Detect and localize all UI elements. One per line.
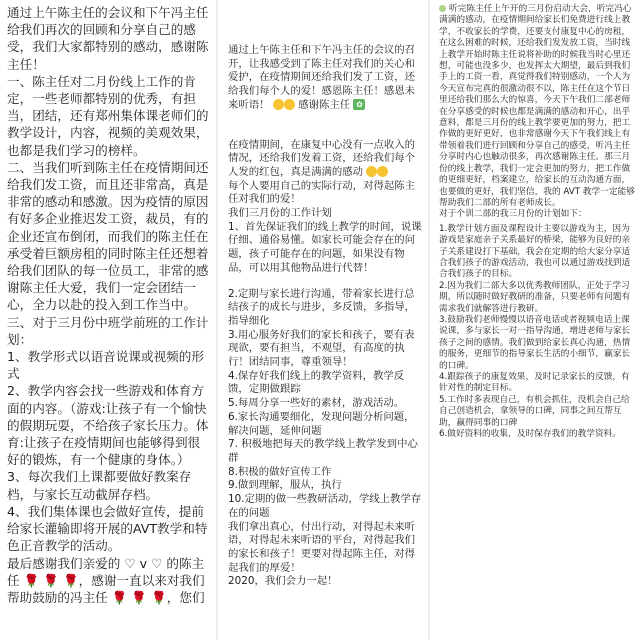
message-column-3 [430,0,640,640]
col3-paragraph: 5.工作时多表现自己，有机会抓住，没机会自己给自己创造机会，拿领导的口碑，同事之间互帮互助，赢得同事的口碑 [439,394,630,428]
smile-emoji-icon [377,166,388,177]
smile-emoji-icon [273,99,284,110]
col3-paragraph: 6.做好资料的收集，及时保存我们的教学资料。 [439,429,622,440]
col2-paragraph: 2.定期与家长进行沟通，带着家长进行总结孩子的成长与进步，多反馈，多指导，指导细化 [228,287,416,327]
message-column-1 [0,0,216,640]
col2-paragraph: 6.家长沟通要细化，发现问题分析问题，解决问题，延伸问题 [228,410,415,437]
col1-paragraph: 二、当我们听到陈主任在疫情期间还给我们发工资，而且还非常高，真是非常的感动和感激。因为疫情的原因有好多企业推迟发工资，裁员，有的企业还宣布倒闭，而我们的陈主任在承受着巨额房租的同时陈主任还想着给我们团队的每一位员工，非常的感谢陈主任大爱，我们一定会团结一心，全力以赴的投入到工作当中。 [7,159,209,313]
col2-paragraph: 3.用心服务好我们的家长和孩子，要有表现欲，要有担当，不观望，有高度的执行！团结同事，尊重领导！ [228,328,415,369]
col2-intro-text: 通过上午陈主任和下午冯主任的会议的召开，让我感受到了陈主任对我们的关心和爱护，在疫情期间还给我们发了工资，还给我们每个人的爱！感恩陈主任！感恩未来听语！ [228,44,416,111]
col2-paragraph: 1、首先保证我们的线上教学的时间，说课仔细、通俗易懂。如家长可能会存在的问题，孩子可能存在的问题，如果没有物品，可以用其他物品进行代替！ [228,220,422,274]
col2-paragraph-text: 在疫情期间，在康复中心没有一点收入的情况，还给我们发着工资，还给我们每个人发的红包，真是满满的感动 [228,138,416,178]
col2-intro [228,44,423,113]
col1-paragraph: 最后感谢我们亲爱的 ♡ v ♡ 的陈主任 🌹 🌹 🌹，感谢一直以来对我们帮助鼓励的冯主任 🌹 🌹 🌹，您们 [7,555,205,605]
col1-paragraph: 4、我们集体课也会做好宣传，提前给家长灌输即将开展的AVT教学和特色正音教学的活动。 [7,503,208,554]
smile-emoji-icon [284,99,295,110]
col2-paragraph [228,139,423,180]
col2-thanks-text: 感谢陈主任 [298,98,351,111]
col1-paragraph: 1、教学形式以语音说课或视频的形式 [7,349,204,382]
col1-paragraph: 通过上午陈主任的会议和下午冯主任给我们再次的回顾和分享自己的感受，我们大家都特别的感动，感谢陈主任！ [7,5,209,72]
col3-paragraph: 1.教学计划方面及课程设计主要以游戏为主，因为游戏是家庭亲子关系最好的桥梁，能够为良好的亲子关系建设打下基础，我会在定期的给大家分享适合我们孩子的游戏活动，我也可以通过游戏找到适合我们孩子的目标。 [439,223,631,280]
col2-paragraph: 8.积极的做好宣传工作 [228,465,332,478]
col2-paragraph: 我们拿出真心，付出行动，对得起未来听语，对得起未来听语的平台，对得起我们的家长和孩子！更要对得起陈主任，对得起我们的厚爱！ [228,520,416,574]
col2-paragraph: 4.保存好我们线上的教学资料，教学反馈，定期做跟踪 [228,369,405,396]
col2-paragraph: 9.做到理解，服从，执行 [228,479,342,492]
col2-paragraph: 10.定期的做一些教研活动，学线上教学存在的问题 [228,493,422,519]
col2-paragraph: 我们三月份的工作计划 [228,207,332,220]
col3-paragraph: 2.因为我们二部大多以优秀教师团队，正处于学习期，所以随时做好教研的准备，只要老师有问题有需求我们就解答进行教研。 [439,280,631,314]
col1-paragraph: 一、陈主任对二月份线上工作的肯定，一些老师都特别的优秀，有担当，团结，还有郑州集体课老师们的教学设计，内容，视频的美观效果，也都是我们学习的榜样。 [7,73,209,158]
col2-paragraph: 每个人要用自己的实际行动，对得起陈主任对我们的爱！ [228,179,416,206]
flower-emoji-icon [439,5,446,12]
smile-emoji-icon [366,166,377,177]
col1-paragraph: 三、对于三月份中班学前班的工作计划： [7,314,209,347]
message-column-2 [218,0,428,640]
col2-paragraph: 7. 积极地把每天的教学线上教学发到中心群 [228,438,418,464]
col3-paragraph: 3.鼓励我们老师慢慢以语音电话或者视频电话上课说课，多与家长一对一指导沟通，增进老师与家长孩子之间的感情。我们做到给家长真心沟通，热情的服务，更细节的指导家长生活的小细节，赢家长的口碑。 [439,314,631,371]
col3-paragraph-text: 听完陈主任上午开的三月份启动大会，听完冯心满满的感动，在疫情期间给家长们免费进行线上教学，不收家长的学费，还要支付康复中心的房租，在这么困难的时候，还给我们发发放工资，当时线上教学开始时陈主任说将补助的时候我当时心里还想，可能也没多少，也发挥太大期望，最后到我们手上的工资一看，真觉得我们特别感动，一个人为今天宣布完真的很激动很不以，陈主任在这个节日里还给我们那么大的惊喜，今天下午我们二部老师在分享感受的时候也都是满满的感动和开心，出乎意料，都是三月份的线上教学要更加的努力，把工作做的更好更好，也非常感谢今天下午我们线上有带领着我们进行回顾和分享自己的感受，听冯主任分享时内心也触动很多，再次感谢陈主任。那三月份的线上教学，我们一定会更加的努力，把工作做的更细更好，档案建立，给家长的互动沟通方面，也要做的更好，我们坚信，我的 AVT 教学一定能够帮助我们二部的所有老师成长。 [439,4,635,208]
col3-paragraph: 对于个训二部的我三月份的计划如下： [439,209,587,220]
col3-paragraph: 4.跟踪孩子的康复效果，及时记录家长的反馈，有针对性的制定目标。 [439,372,630,394]
col1-paragraph: 2、教学内容会找一些游戏和体育方面的内容。（游戏:让孩子有一个愉快的假期玩耍，不给孩子家长压力。体育:让孩子在疫情期间也能够得到很好的锻炼，有一个健康的身体。） [7,383,209,468]
thumbs-emoji-icon: ✿ [353,99,365,110]
col3-paragraph [439,4,635,209]
col2-paragraph: 2020，我们会力一起！ [228,575,338,588]
col1-paragraph: 3、每次我们上课都要做好教案存档，与家长互动截屏存档。 [7,469,192,502]
col2-paragraph: 5.每周分享一些好的素材，游戏活动。 [228,397,405,410]
